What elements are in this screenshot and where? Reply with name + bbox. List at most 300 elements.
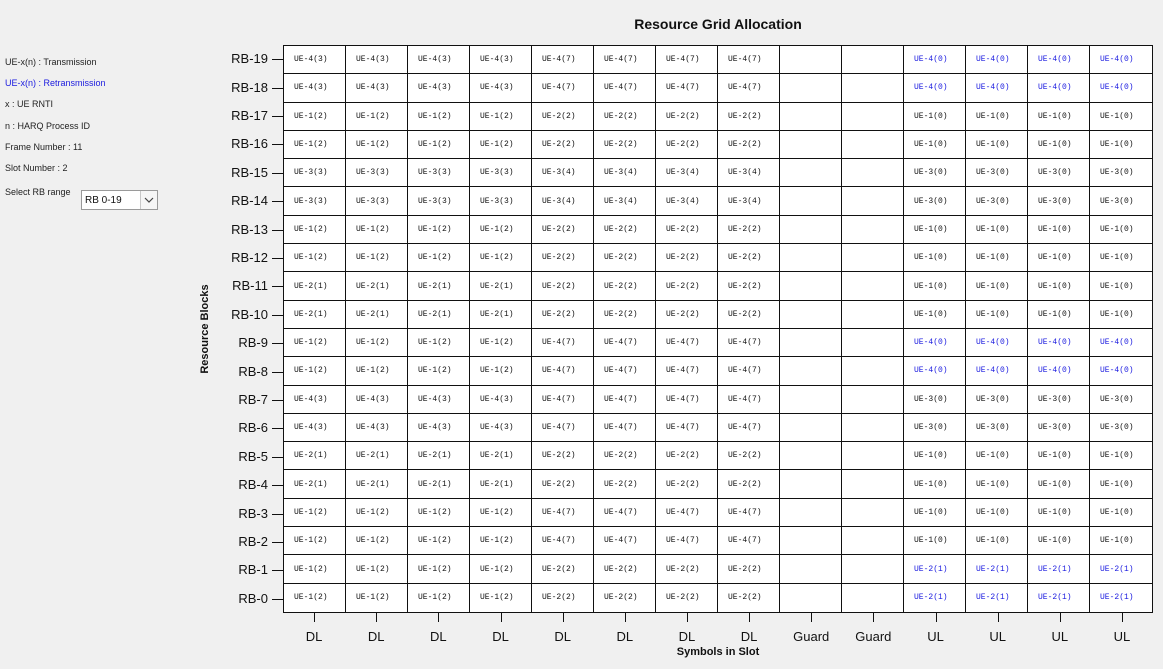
grid-cell: UE-1(2) (284, 357, 346, 385)
grid-cell: UE-1(2) (346, 499, 408, 527)
y-tick (272, 144, 283, 145)
grid-cell: UE-3(0) (904, 414, 966, 442)
grid-cell: UE-2(2) (656, 584, 718, 612)
grid-cell: UE-1(2) (284, 527, 346, 555)
grid-cell (780, 301, 842, 329)
symbol-column-label: UL (1113, 629, 1131, 644)
grid-cell: UE-2(2) (594, 272, 656, 300)
grid-cell: UE-2(2) (718, 584, 780, 612)
grid-cell: UE-1(2) (284, 244, 346, 272)
x-tick (1060, 613, 1061, 622)
rb-row-label: RB-7 (238, 392, 268, 407)
rb-row-label: RB-5 (238, 448, 268, 464)
grid-cell (780, 103, 842, 131)
grid-cell: UE-3(3) (470, 159, 532, 187)
grid-cell: UE-1(2) (470, 357, 532, 385)
x-tick (438, 613, 439, 622)
chevron-down-icon (144, 196, 154, 204)
grid-cell: UE-2(2) (718, 470, 780, 498)
x-tick (563, 613, 564, 622)
grid-cell: UE-2(2) (656, 442, 718, 470)
rb-range-select[interactable] (81, 190, 158, 210)
grid-cell: UE-2(1) (1028, 584, 1090, 612)
grid-cell: UE-4(7) (718, 46, 780, 74)
y-tick (272, 485, 283, 486)
plot-title: Resource Grid Allocation (634, 16, 802, 32)
symbol-column-label: DL (367, 629, 385, 644)
grid-cell: UE-3(4) (656, 159, 718, 187)
grid-cell: UE-4(3) (346, 46, 408, 74)
grid-cell (780, 187, 842, 215)
y-tick (272, 428, 283, 429)
y-tick (272, 286, 283, 287)
grid-cell: UE-1(0) (966, 442, 1028, 470)
grid-cell: UE-1(2) (470, 131, 532, 159)
grid-cell: UE-4(3) (346, 414, 408, 442)
grid-cell: UE-4(7) (594, 357, 656, 385)
x-tick (376, 613, 377, 622)
grid-cell: UE-4(3) (470, 414, 532, 442)
grid-cell: UE-1(0) (966, 301, 1028, 329)
x-tick (811, 613, 812, 622)
rb-row-label: RB-12 (231, 250, 268, 265)
grid-cell: UE-1(2) (346, 329, 408, 357)
x-tick (687, 613, 688, 622)
grid-cell: UE-4(7) (656, 46, 718, 74)
grid-cell: UE-2(1) (1100, 593, 1134, 603)
grid-cell: UE-2(1) (408, 470, 470, 498)
grid-cell (842, 301, 904, 329)
grid-cell: UE-2(2) (656, 470, 718, 498)
grid-cell: UE-3(4) (718, 159, 780, 187)
y-axis-ticks (220, 45, 280, 613)
grid-cell (780, 555, 842, 583)
grid-cell: UE-4(3) (284, 74, 346, 102)
grid-cell: UE-3(0) (1028, 386, 1090, 414)
grid-cell: UE-4(7) (532, 329, 594, 357)
grid-cell: UE-2(1) (346, 470, 408, 498)
grid-cell: UE-4(7) (656, 74, 718, 102)
grid-cell: UE-2(2) (718, 244, 780, 272)
grid-cell: UE-3(3) (470, 187, 532, 215)
grid-cell (842, 357, 904, 385)
grid-cell: UE-4(7) (532, 74, 594, 102)
grid-cell: UE-4(0) (966, 74, 1028, 102)
grid-cell: UE-1(0) (1090, 272, 1152, 300)
x-tick (936, 613, 937, 622)
grid-cell: UE-1(2) (346, 244, 408, 272)
rb-row-label: RB-8 (238, 363, 268, 379)
x-tick (873, 613, 874, 622)
grid-cell: UE-1(2) (470, 103, 532, 131)
grid-cell: UE-4(7) (532, 527, 594, 555)
grid-cell: UE-2(1) (1090, 555, 1152, 583)
rb-range-value: RB 0-19 (85, 195, 122, 206)
grid-cell: UE-2(1) (346, 272, 408, 300)
grid-cell: UE-1(0) (1028, 131, 1090, 159)
y-tick (272, 88, 283, 89)
legend-retransmission: UE-x(n) : Retransmission (5, 78, 106, 88)
grid-cell (780, 386, 842, 414)
grid-cell: UE-2(1) (408, 442, 470, 470)
grid-cell: UE-4(7) (656, 329, 718, 357)
rb-row-label: RB-19 (231, 51, 268, 67)
grid-cell: UE-2(1) (904, 555, 966, 583)
grid-cell: UE-2(2) (532, 131, 594, 159)
grid-cell: UE-3(4) (718, 187, 780, 215)
grid-cell: UE-2(2) (718, 301, 780, 329)
grid-cell: UE-4(7) (532, 499, 594, 527)
legend-harq: n : HARQ Process ID (5, 121, 91, 131)
grid-cell: UE-4(0) (904, 329, 966, 357)
rb-row-label: RB-3 (238, 505, 268, 521)
grid-cell: UE-2(2) (718, 555, 780, 583)
grid-cell: UE-1(0) (966, 131, 1028, 159)
grid-cell: UE-2(1) (284, 272, 346, 300)
grid-cell: UE-1(2) (470, 329, 532, 357)
grid-cell: UE-1(2) (408, 131, 470, 159)
grid-cell: UE-2(1) (470, 301, 532, 329)
grid-cell (780, 414, 842, 442)
grid-cell (842, 442, 904, 470)
symbol-column-label: DL (305, 629, 323, 644)
grid-cell: UE-4(3) (408, 74, 470, 102)
grid-cell: UE-2(2) (594, 216, 656, 244)
rb-row-label: RB-1 (238, 562, 268, 578)
rb-range-label: Select RB range (5, 187, 71, 197)
x-tick (625, 613, 626, 622)
legend-transmission: UE-x(n) : Transmission (5, 57, 97, 67)
rb-row-label: RB-15 (231, 164, 268, 180)
grid-cell: UE-2(2) (594, 131, 656, 159)
x-axis-label: Symbols in Slot (676, 646, 760, 658)
grid-cell (780, 584, 842, 612)
rb-row-label: RB-10 (231, 306, 268, 322)
grid-cell: UE-4(0) (1028, 329, 1090, 357)
grid-cell: UE-1(2) (284, 103, 346, 131)
grid-cell: UE-3(0) (1090, 159, 1152, 187)
grid-cell: UE-3(0) (904, 386, 966, 414)
grid-cell: UE-4(3) (470, 74, 532, 102)
grid-cell: UE-2(1) (470, 272, 532, 300)
y-tick (272, 599, 283, 600)
grid-cell: UE-1(2) (284, 329, 346, 357)
grid-cell: UE-1(0) (1028, 103, 1090, 131)
grid-cell: UE-1(2) (470, 499, 532, 527)
grid-cell: UE-1(0) (1090, 442, 1152, 470)
grid-cell: UE-2(2) (656, 272, 718, 300)
grid-cell: UE-2(2) (718, 216, 780, 244)
grid-cell (780, 442, 842, 470)
grid-cell: UE-1(0) (966, 244, 1028, 272)
grid-cell: UE-4(7) (594, 329, 656, 357)
y-tick (272, 570, 283, 571)
grid-cell: UE-3(0) (966, 159, 1028, 187)
grid-cell: UE-1(0) (1028, 244, 1090, 272)
grid-cell: UE-1(0) (904, 470, 966, 498)
grid-cell: UE-1(2) (284, 131, 346, 159)
grid-cell (842, 216, 904, 244)
grid-cell: UE-2(2) (594, 442, 656, 470)
grid-cell: UE-2(2) (532, 470, 594, 498)
symbol-column-label: DL (492, 629, 509, 644)
grid-cell (842, 46, 904, 74)
grid-cell: UE-2(2) (594, 470, 656, 498)
grid-cell: UE-2(2) (532, 216, 594, 244)
grid-cell: UE-2(1) (346, 301, 408, 329)
rb-row-label: RB-14 (231, 193, 268, 209)
grid-cell: UE-4(3) (284, 386, 346, 414)
grid-cell: UE-4(0) (966, 357, 1028, 385)
symbol-column-label: DL (740, 629, 758, 644)
grid-cell: UE-4(7) (594, 46, 656, 74)
symbol-column-label: UL (1051, 629, 1069, 644)
frame-number: Frame Number : 11 (5, 142, 83, 152)
grid-cell: UE-1(2) (470, 555, 532, 583)
grid-cell: UE-4(7) (656, 414, 718, 442)
grid-cell: UE-4(0) (904, 357, 966, 385)
grid-cell: UE-2(2) (656, 555, 718, 583)
legend-rnti: x : UE RNTI (5, 99, 54, 109)
grid-cell: UE-2(2) (594, 584, 656, 612)
grid-cell: UE-2(2) (532, 555, 594, 583)
grid-cell: UE-1(2) (470, 527, 532, 555)
grid-cell: UE-4(7) (656, 527, 718, 555)
grid-cell: UE-1(2) (346, 103, 408, 131)
grid-cell: UE-2(2) (718, 442, 780, 470)
grid-cell: UE-4(7) (718, 527, 780, 555)
grid-cell: UE-3(4) (594, 159, 656, 187)
y-tick (272, 542, 283, 543)
rb-row-label: RB-9 (238, 335, 268, 351)
grid-cell: UE-4(3) (408, 414, 470, 442)
grid-cell: UE-2(2) (656, 216, 718, 244)
grid-cell: UE-4(0) (904, 46, 966, 74)
grid-cell: UE-4(7) (656, 357, 718, 385)
grid-cell: UE-2(1) (966, 584, 1028, 612)
grid-cell: UE-2(1) (1028, 555, 1090, 583)
grid-cell: UE-3(4) (656, 187, 718, 215)
grid-cell: UE-4(7) (718, 414, 780, 442)
grid-cell: UE-1(2) (408, 244, 470, 272)
grid-cell (780, 74, 842, 102)
grid-cell: UE-4(3) (346, 386, 408, 414)
grid-cell: UE-1(2) (346, 584, 408, 612)
y-tick (272, 457, 283, 458)
x-axis-ticks (283, 613, 1153, 643)
grid-cell: UE-1(2) (408, 555, 470, 583)
grid-cell: UE-1(0) (1028, 272, 1090, 300)
grid-cell: UE-1(2) (470, 216, 532, 244)
grid-cell: UE-1(2) (346, 357, 408, 385)
x-tick (501, 613, 502, 622)
grid-cell: UE-2(2) (532, 244, 594, 272)
grid-cell: UE-2(2) (594, 555, 656, 583)
grid-cell (780, 46, 842, 74)
grid-cell: UE-4(7) (532, 46, 594, 74)
grid-cell: UE-1(0) (1090, 216, 1152, 244)
grid-cell (842, 555, 904, 583)
grid-cell (780, 272, 842, 300)
grid-cell (780, 216, 842, 244)
grid-cell (842, 74, 904, 102)
grid-cell (842, 103, 904, 131)
grid-cell: UE-2(1) (966, 555, 1028, 583)
grid-cell (842, 527, 904, 555)
grid-cell: UE-4(7) (532, 414, 594, 442)
grid-cell: UE-4(7) (656, 499, 718, 527)
grid-cell: UE-1(2) (408, 216, 470, 244)
grid-cell: UE-1(0) (1028, 499, 1090, 527)
grid-cell: UE-1(0) (904, 301, 966, 329)
grid-cell: UE-4(3) (470, 386, 532, 414)
grid-cell: UE-1(0) (1090, 527, 1152, 555)
grid-cell: UE-3(3) (346, 159, 408, 187)
grid-cell: UE-2(1) (470, 470, 532, 498)
grid-cell: UE-2(1) (284, 301, 346, 329)
grid-cell: UE-3(0) (904, 187, 966, 215)
grid-cell: UE-1(2) (284, 216, 346, 244)
y-tick (272, 315, 283, 316)
symbol-column-label: Guard (855, 629, 892, 644)
grid-cell: UE-4(0) (966, 46, 1028, 74)
y-tick (272, 201, 283, 202)
grid-cell (842, 414, 904, 442)
grid-cell (842, 499, 904, 527)
x-tick (998, 613, 999, 622)
grid-cell: UE-4(7) (718, 386, 780, 414)
grid-cell: UE-4(7) (532, 386, 594, 414)
grid-cell: UE-4(7) (532, 357, 594, 385)
grid-cell: UE-1(0) (966, 103, 1028, 131)
rb-row-label: RB-17 (231, 108, 268, 123)
grid-cell: UE-4(7) (594, 414, 656, 442)
rb-row-label: RB-13 (231, 221, 268, 237)
symbol-column-label: Guard (793, 629, 830, 644)
grid-cell: UE-4(0) (1028, 46, 1090, 74)
y-tick (272, 400, 283, 401)
grid-cell: UE-2(1) (470, 442, 532, 470)
grid-cell: UE-1(0) (904, 527, 966, 555)
grid-cell: UE-2(1) (408, 301, 470, 329)
slot-number: Slot Number : 2 (5, 163, 68, 173)
symbol-column-label: DL (430, 629, 447, 644)
grid-cell: UE-1(0) (1090, 470, 1152, 498)
grid-cell (780, 244, 842, 272)
grid-cell: UE-1(0) (904, 216, 966, 244)
grid-cell: UE-4(3) (346, 74, 408, 102)
grid-cell: UE-3(0) (966, 414, 1028, 442)
y-tick (272, 116, 283, 117)
grid-cell: UE-2(2) (718, 103, 780, 131)
rb-row-label: RB-18 (231, 79, 268, 95)
grid-cell: UE-2(2) (532, 584, 594, 612)
grid-cell (842, 272, 904, 300)
grid-cell: UE-4(0) (904, 74, 966, 102)
grid-cell: UE-1(0) (1028, 527, 1090, 555)
rb-row-label: RB-6 (238, 420, 268, 436)
grid-cell (842, 386, 904, 414)
grid-cell: UE-1(2) (408, 103, 470, 131)
symbol-column-label: DL (554, 629, 571, 644)
grid-cell (780, 527, 842, 555)
grid-cell: UE-2(2) (532, 301, 594, 329)
grid-cell: UE-1(0) (1090, 244, 1152, 272)
grid-cell (842, 329, 904, 357)
grid-cell: UE-1(2) (408, 499, 470, 527)
grid-cell: UE-1(0) (966, 272, 1028, 300)
grid-cell (842, 159, 904, 187)
grid-cell: UE-2(2) (718, 131, 780, 159)
grid-cell: UE-2(2) (594, 244, 656, 272)
grid-cell: UE-1(0) (1090, 499, 1152, 527)
grid-cell: UE-2(2) (656, 301, 718, 329)
grid-cell: UE-4(0) (1028, 357, 1090, 385)
grid-cell: UE-1(2) (470, 584, 532, 612)
grid-cell: UE-2(2) (594, 103, 656, 131)
grid-cell: UE-4(0) (1090, 357, 1152, 385)
grid-cell: UE-1(0) (1090, 301, 1152, 329)
x-tick (749, 613, 750, 622)
grid-cell: UE-2(2) (718, 272, 780, 300)
grid-cell: UE-4(0) (1090, 46, 1152, 74)
grid-cell: UE-3(3) (346, 187, 408, 215)
grid-cell: UE-4(7) (718, 499, 780, 527)
grid-cell: UE-2(1) (346, 442, 408, 470)
grid-cell: UE-3(4) (532, 159, 594, 187)
grid-cell: UE-4(7) (594, 527, 656, 555)
grid-cell: UE-3(3) (408, 187, 470, 215)
symbol-column-label: DL (678, 629, 696, 644)
grid-cell: UE-4(7) (594, 499, 656, 527)
grid-cell: UE-3(3) (408, 159, 470, 187)
y-axis-label: Resource Blocks (199, 284, 211, 374)
grid-cell: UE-1(0) (1028, 216, 1090, 244)
dropdown-button[interactable] (140, 191, 157, 209)
rb-row-label: RB-4 (238, 477, 268, 493)
grid-cell: UE-4(3) (284, 414, 346, 442)
grid-cell: UE-4(7) (594, 74, 656, 102)
x-tick (1122, 613, 1123, 622)
grid-cell: UE-4(3) (284, 46, 346, 74)
grid-cell: UE-1(0) (904, 103, 966, 131)
grid-cell: UE-1(0) (1028, 442, 1090, 470)
grid-cell: UE-2(2) (532, 442, 594, 470)
grid-cell (780, 470, 842, 498)
grid-cell: UE-1(0) (1028, 301, 1090, 329)
grid-cell: UE-2(2) (532, 272, 594, 300)
grid-cell: UE-4(3) (470, 46, 532, 74)
rb-row-label: RB-0 (238, 590, 268, 606)
grid-cell: UE-4(3) (408, 386, 470, 414)
grid-cell: UE-1(0) (904, 244, 966, 272)
grid-cell: UE-3(0) (1028, 187, 1090, 215)
grid-cell: UE-1(2) (284, 555, 346, 583)
grid-cell (780, 329, 842, 357)
symbol-column-label: UL (989, 629, 1006, 644)
grid-cell: UE-3(3) (284, 159, 346, 187)
grid-cell: UE-2(1) (904, 584, 966, 612)
grid-cell: UE-3(0) (966, 386, 1028, 414)
grid-cell: UE-4(0) (1090, 329, 1152, 357)
grid-cell (842, 584, 904, 612)
grid-cell: UE-3(0) (1090, 414, 1152, 442)
symbol-column-label: UL (927, 629, 944, 644)
grid-cell: UE-1(0) (966, 470, 1028, 498)
grid-cell: UE-4(7) (656, 386, 718, 414)
grid-cell: UE-1(2) (284, 499, 346, 527)
grid-cell: UE-3(0) (1090, 386, 1152, 414)
